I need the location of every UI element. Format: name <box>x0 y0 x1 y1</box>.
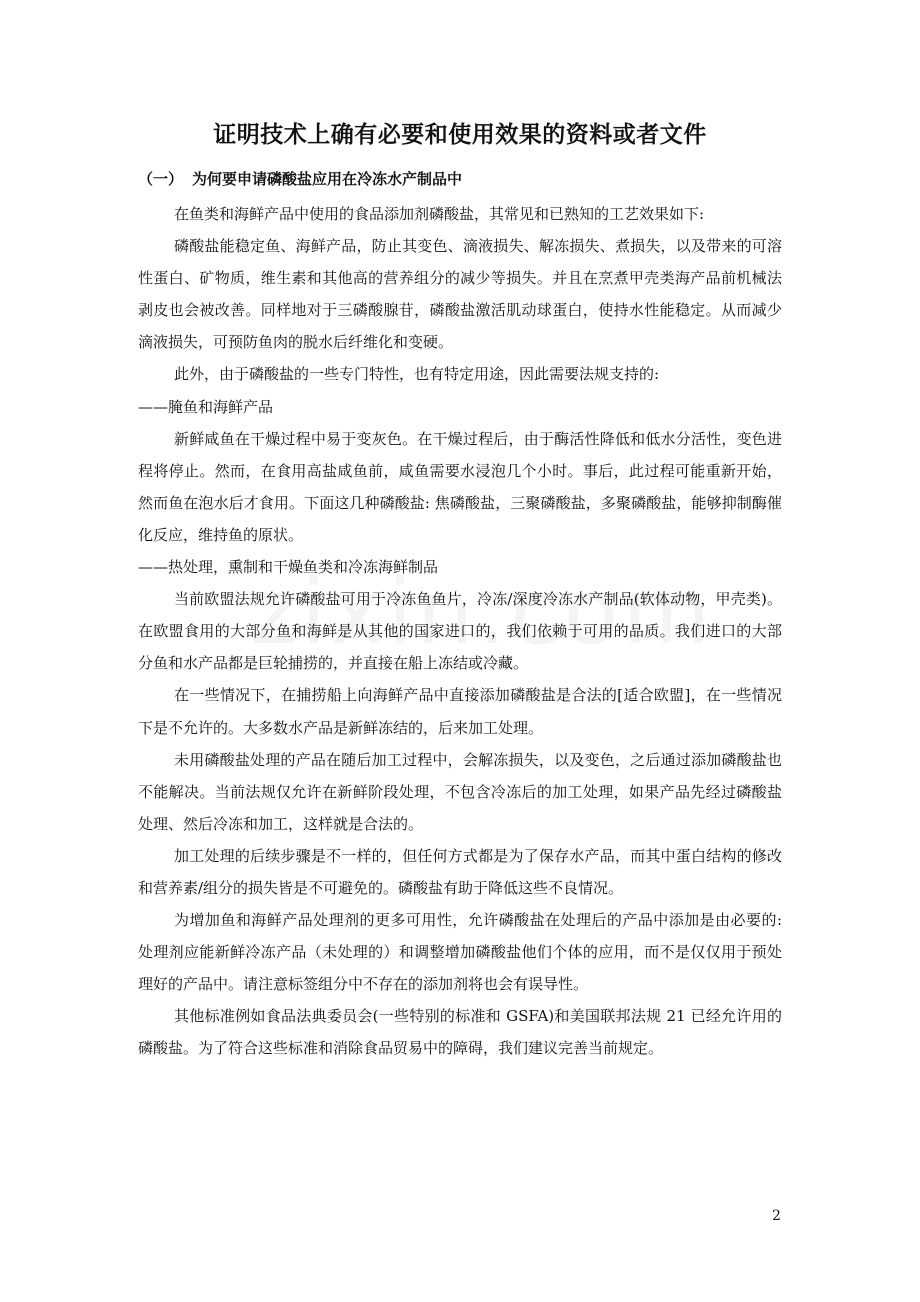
section-number: （一） <box>138 170 184 188</box>
subheading: ——腌鱼和海鲜产品 <box>138 397 274 416</box>
paragraph: 磷酸盐能稳定鱼、海鲜产品，防止其变色、滴液损失、解冻损失、煮损失，以及带来的可溶性蛋白、矿物质，维生素和其他高的营养组分的减少等损失。并且在烹煮甲壳类海产品前机械法剥皮也会被改善。同样地对于三磷酸腺苷，磷酸盐激活肌动球蛋白，使持水性能稳定。从而减少滴液损失，可预防鱼肉的脱水后纤维化和变硬。 <box>138 237 782 352</box>
page-number: 2 <box>772 1208 781 1224</box>
paragraph: 当前欧盟法规允许磷酸盐可用于冷冻鱼鱼片，冷冻/深度冷冻水产制品(软体动物，甲壳类)。在欧盟食用的大部分鱼和海鲜是从其他的国家进口的，我们依赖于可用的品质。我们进口的大部分鱼和水产品都是巨轮捕捞的，并直接在船上冻结或冷藏。 <box>138 590 782 673</box>
paragraph: 其他标准例如食品法典委员会(一些特别的标准和 GSFA)和美国联邦法规 21 已经允许用的磷酸盐。为了符合这些标准和消除食品贸易中的障碍，我们建议完善当前规定。 <box>138 1007 782 1058</box>
paragraph: 加工处理的后续步骤是不一样的，但任何方式都是为了保存水产品，而其中蛋白结构的修改和营养素/组分的损失皆是不可避免的。磷酸盐有助于降低这些不良情况。 <box>138 846 782 897</box>
section-heading <box>138 168 462 189</box>
section-title: 为何要申请磷酸盐应用在冷冻水产制品中 <box>192 170 463 188</box>
document-body <box>138 198 782 1065</box>
paragraph: 在一些情况下，在捕捞船上向海鲜产品中直接添加磷酸盐是合法的[适合欧盟]，在一些情况下是不允许的。大多数水产品是新鲜冻结的，后来加工处理。 <box>138 686 782 737</box>
paragraph: 未用磷酸盐处理的产品在随后加工过程中，会解冻损失，以及变色，之后通过添加磷酸盐也不能解决。当前法规仅允许在新鲜阶段处理，不包含冷冻后的加工处理，如果产品先经过磷酸盐处理、然后冷冻和加工，这样就是合法的。 <box>138 750 782 833</box>
document-title: 证明技术上确有必要和使用效果的资料或者文件 <box>213 122 707 148</box>
paragraph: 为增加鱼和海鲜产品处理剂的更多可用性，允许磷酸盐在处理后的产品中添加是由必要的: 处理剂应能新鲜冷冻产品（未处理的）和调整增加磷酸盐他们个体的应用，而不是仅仅用于预处理好的产品中。请注意标签组分中不存在的添加剂将也会有误导性。 <box>138 911 782 994</box>
subheading: ——热处理，熏制和干燥鱼类和冷冻海鲜制品 <box>138 558 439 577</box>
paragraph: 新鲜咸鱼在干燥过程中易于变灰色。在干燥过程后，由于酶活性降低和低水分活性，变色进程将停止。然而，在食用高盐咸鱼前，咸鱼需要水浸泡几个小时。事后，此过程可能重新开始，然而鱼在泡水后才食用。下面这几种磷酸盐: 焦磷酸盐，三聚磷酸盐，多聚磷酸盐，能够抑制酶催化反应，维持鱼的原状。 <box>138 429 782 544</box>
paragraph: 此外，由于磷酸盐的一些专门特性，也有特定用途，因此需要法规支持的: <box>174 365 660 384</box>
paragraph: 在鱼类和海鲜产品中使用的食品添加剂磷酸盐，其常见和已熟知的工艺效果如下: <box>174 205 705 223</box>
